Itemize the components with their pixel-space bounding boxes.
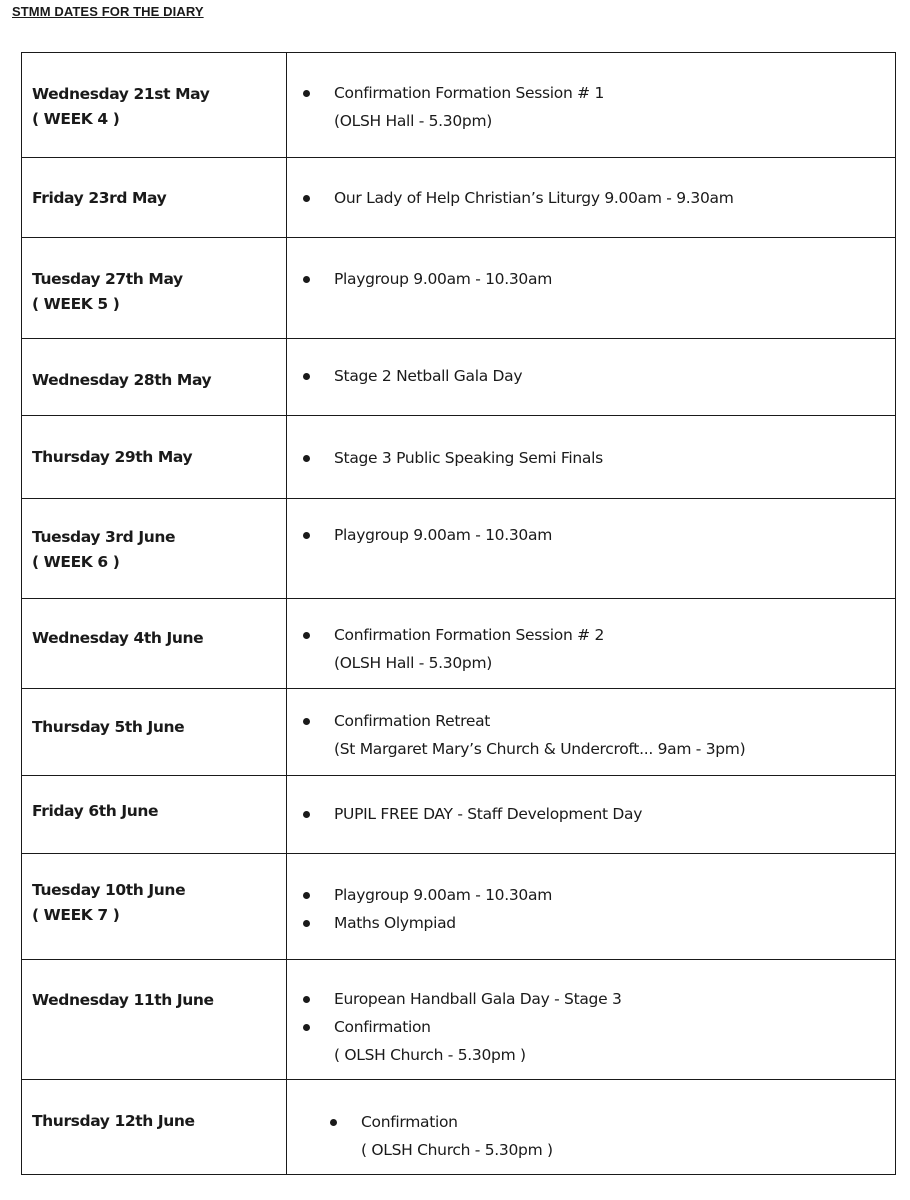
event-item [301, 184, 895, 212]
date-cell [22, 53, 287, 158]
event-text: Confirmation Formation Session # 2 [334, 626, 605, 644]
events-cell [287, 776, 896, 854]
event-text: Our Lady of Help Christian’s Liturgy 9.00am - 9.30am [334, 189, 734, 207]
event-text: Maths Olympiad [334, 914, 456, 932]
events-cell [287, 599, 896, 689]
table-row [22, 238, 896, 339]
table-row [22, 416, 896, 499]
event-text: Confirmation [361, 1113, 458, 1131]
table-row [22, 499, 896, 599]
week-label: ( WEEK 6 ) [32, 553, 120, 571]
date-cell [22, 776, 287, 854]
date-cell [22, 854, 287, 960]
events-list [301, 800, 895, 828]
events-list [301, 444, 895, 472]
week-label: ( WEEK 5 ) [32, 295, 120, 313]
table-row [22, 339, 896, 416]
date-cell [22, 499, 287, 599]
event-item [301, 1013, 895, 1069]
event-item [301, 521, 895, 549]
date-label: Friday 6th June [32, 802, 159, 820]
events-list [301, 521, 895, 549]
event-item [301, 79, 895, 135]
events-list [301, 707, 895, 763]
date-label: Thursday 29th May [32, 448, 193, 466]
event-text: Playgroup 9.00am - 10.30am [334, 886, 552, 904]
date-cell [22, 416, 287, 499]
date-label: Wednesday 11th June [32, 991, 214, 1009]
event-item [301, 909, 895, 937]
events-cell [287, 416, 896, 499]
table-row [22, 689, 896, 776]
date-label: Tuesday 3rd June [32, 528, 176, 546]
date-label: Wednesday 28th May [32, 371, 212, 389]
events-cell [287, 499, 896, 599]
date-cell [22, 1080, 287, 1175]
event-item [301, 800, 895, 828]
event-text: Playgroup 9.00am - 10.30am [334, 270, 552, 288]
week-label: ( WEEK 7 ) [32, 906, 120, 924]
event-detail: ( OLSH Church - 5.30pm ) [334, 1046, 526, 1064]
event-text: PUPIL FREE DAY - Staff Development Day [334, 805, 643, 823]
events-cell [287, 960, 896, 1080]
events-list [301, 985, 895, 1069]
table-row [22, 960, 896, 1080]
diary-table-body [22, 53, 896, 1175]
event-detail: (St Margaret Mary’s Church & Undercroft... 9am - 3pm) [334, 740, 746, 758]
date-label: Wednesday 21st May [32, 85, 210, 103]
events-cell [287, 238, 896, 339]
date-label: Tuesday 10th June [32, 881, 186, 899]
events-list [301, 79, 895, 135]
events-list [301, 362, 895, 390]
events-list [301, 621, 895, 677]
events-cell [287, 1080, 896, 1175]
events-cell [287, 339, 896, 416]
date-label: Thursday 12th June [32, 1112, 195, 1130]
event-text: Stage 3 Public Speaking Semi Finals [334, 449, 603, 467]
date-cell [22, 599, 287, 689]
event-item [301, 362, 895, 390]
date-cell [22, 339, 287, 416]
table-row [22, 776, 896, 854]
events-cell [287, 53, 896, 158]
diary-dates-table [21, 52, 896, 1175]
event-text: Confirmation [334, 1018, 431, 1036]
date-cell [22, 689, 287, 776]
event-item [301, 621, 895, 677]
event-item [301, 444, 895, 472]
date-cell [22, 238, 287, 339]
date-label: Wednesday 4th June [32, 629, 204, 647]
event-text: Confirmation Formation Session # 1 [334, 84, 605, 102]
date-label: Friday 23rd May [32, 189, 167, 207]
document-title: STMM DATES FOR THE DIARY [12, 4, 204, 19]
events-list [301, 184, 895, 212]
event-text: Stage 2 Netball Gala Day [334, 367, 523, 385]
event-text: Confirmation Retreat [334, 712, 491, 730]
events-cell [287, 158, 896, 238]
event-text: Playgroup 9.00am - 10.30am [334, 526, 552, 544]
event-item [301, 985, 895, 1013]
date-label: Tuesday 27th May [32, 270, 183, 288]
table-row [22, 1080, 896, 1175]
event-item [301, 265, 895, 293]
table-row [22, 53, 896, 158]
events-cell [287, 689, 896, 776]
events-list [328, 1108, 895, 1164]
event-detail: (OLSH Hall - 5.30pm) [334, 112, 493, 130]
event-item [328, 1108, 895, 1164]
week-label: ( WEEK 4 ) [32, 110, 120, 128]
date-cell [22, 158, 287, 238]
event-detail: (OLSH Hall - 5.30pm) [334, 654, 493, 672]
event-item [301, 707, 895, 763]
table-row [22, 599, 896, 689]
events-cell [287, 854, 896, 960]
date-label: Thursday 5th June [32, 718, 185, 736]
events-list [301, 265, 895, 293]
table-row [22, 854, 896, 960]
event-text: European Handball Gala Day - Stage 3 [334, 990, 622, 1008]
table-row [22, 158, 896, 238]
events-list [301, 881, 895, 937]
event-item [301, 881, 895, 909]
event-detail: ( OLSH Church - 5.30pm ) [361, 1141, 553, 1159]
date-cell [22, 960, 287, 1080]
